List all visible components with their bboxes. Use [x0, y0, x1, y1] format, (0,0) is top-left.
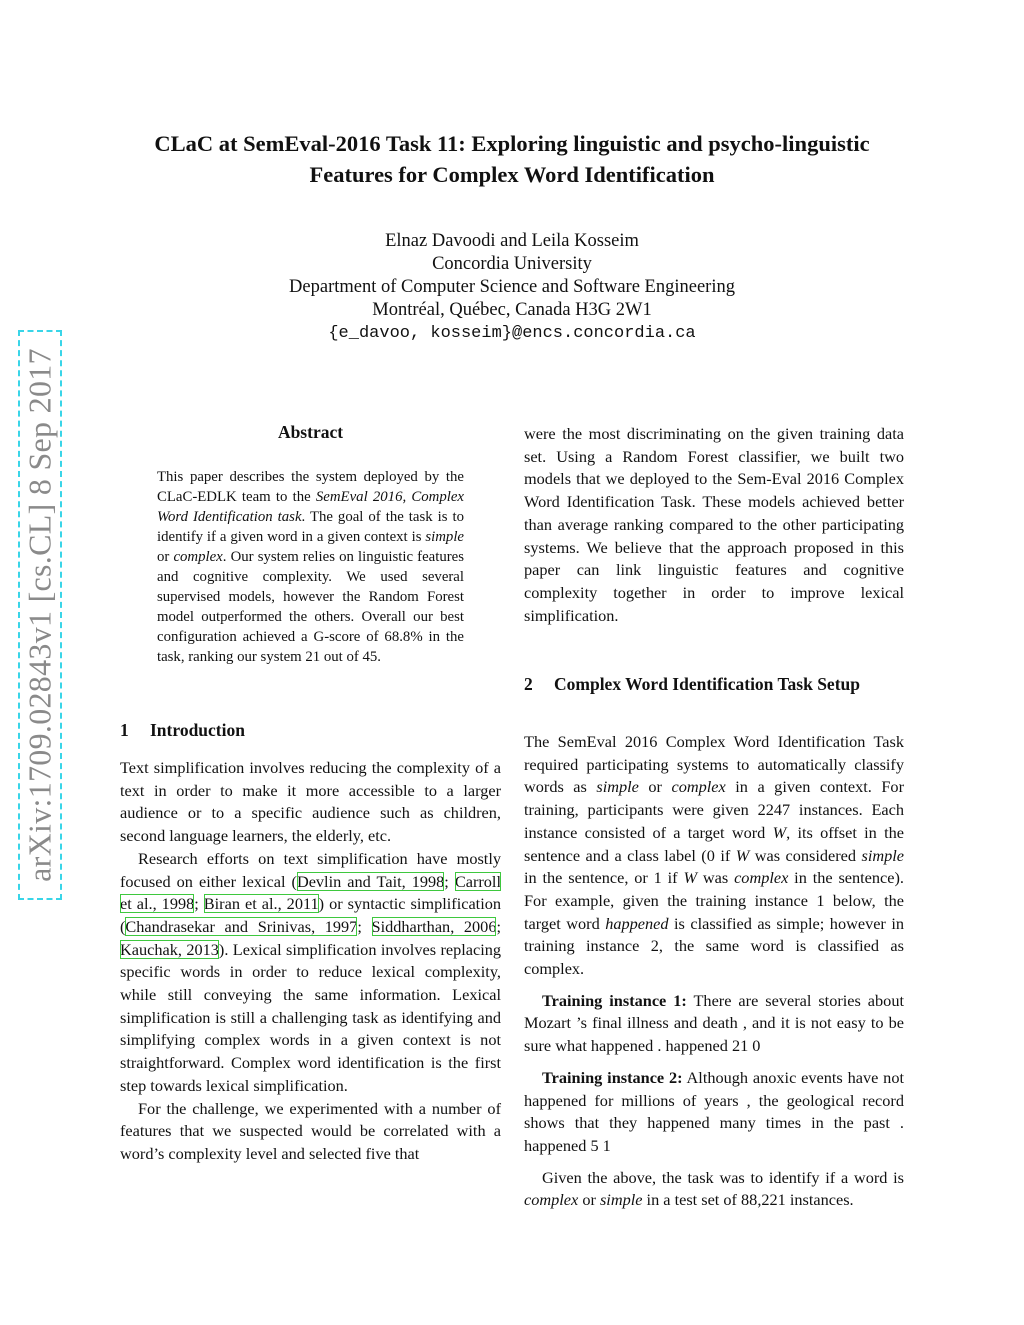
department: Department of Computer Science and Software Engineering: [289, 277, 735, 297]
task-summary-paragraph: [524, 1167, 904, 1212]
citation-link[interactable]: Biran et al., 2011: [203, 894, 319, 914]
paragraph-text: in the sentence). For example, given the training instance 1 below, the target word: [524, 868, 904, 933]
abstract-text: . Our system relies on linguistic features and cognitive complexity. We used several supervised models, however the Random Forest model outperformed the others. Overall our best configuration achieved a G-score of 68.8% in the task, ranking our system 21 out of 45.: [157, 549, 464, 665]
paragraph-text: Research efforts on text simplification have mostly focused on either lexical (: [120, 848, 501, 891]
arxiv-identifier: arXiv:1709.02843v1 [cs.CL] 8 Sep 2017: [21, 348, 58, 882]
title-line-2: Features for Complex Word Identification: [309, 162, 715, 187]
intro-paragraph-1: Text simplification involves reducing the complexity of a text in order to make it more accessible to a larger audience or to a specific audience such as children, second language learners, the elderly, etc.: [120, 758, 501, 846]
section-title: Complex Word Identification Task Setup: [554, 674, 860, 694]
paragraph-text: , its offset in the sentence and a class label (0 if: [524, 822, 904, 865]
intro-paragraph-continued: were the most discriminating on the given training data set. Using a Random Forest classifier, we built two models that we deployed to the Sem-Eval 2016 Complex Word Identification Task. These models achieved better than average ranking compared to the other participating systems. We believe that the approach proposed in this paper can link linguistic features and cognitive complexity together in order to improve lexical simplification.: [524, 424, 904, 625]
abstract-emphasis: complex: [173, 549, 223, 565]
emphasis: simple: [599, 1190, 643, 1210]
citation-link[interactable]: Kauchak, 2013: [120, 939, 219, 959]
address: Montréal, Québec, Canada H3G 2W1: [372, 300, 652, 320]
author-names: Elnaz Davoodi and Leila Kosseim: [385, 231, 639, 251]
emphasis: complex: [734, 868, 789, 888]
section-number: 1: [120, 720, 129, 740]
paragraph-text: was: [697, 868, 735, 888]
citation-separator: ;: [357, 916, 372, 936]
math-variable: W: [735, 845, 750, 865]
intro-paragraph-3: For the challenge, we experimented with a number of features that we suspected would be correlated with a word’s complexity level and selected five that: [120, 1098, 501, 1163]
paragraph-text: The SemEval 2016 Complex Word Identification Task required participating systems to automatically classify words as: [524, 732, 904, 797]
paragraph-text: is classified as simple; however in training instance 2, the same word is classified as complex.: [524, 913, 905, 979]
abstract-body: [157, 467, 464, 667]
affiliation: Concordia University: [432, 254, 592, 274]
citation-link[interactable]: Siddharthan, 2006: [371, 916, 497, 936]
intro-paragraph-2: [120, 848, 501, 1098]
abstract-text: or: [157, 549, 174, 565]
email: {e_davoo, kosseim}@encs.concordia.ca: [328, 324, 696, 343]
section-number: 2: [524, 674, 533, 694]
citation-link[interactable]: Chandrasekar and Srinivas, 1997: [125, 916, 358, 936]
abstract-text: . The goal of the task is to identify if a given word in a given context is: [157, 509, 464, 545]
abstract-emphasis: SemEval 2016, Complex Word Identification task: [157, 489, 464, 525]
paragraph-text: was considered: [749, 845, 862, 865]
abstract-heading: Abstract: [277, 422, 344, 442]
citation-link[interactable]: Carroll et al., 1998: [120, 871, 501, 914]
abstract-emphasis: simple: [425, 529, 464, 545]
paragraph-text: ) or syntactic simplification (: [120, 894, 501, 936]
emphasis: happened: [605, 913, 669, 933]
section-2-heading: [524, 674, 860, 695]
citation-separator: ;: [444, 871, 455, 891]
paragraph-text: Given the above, the task was to identify if a word is: [542, 1167, 904, 1187]
math-variable: W: [683, 868, 698, 888]
citation-link[interactable]: Devlin and Tait, 1998: [296, 871, 445, 891]
paragraph-text: ). Lexical simplification involves replacing specific words in order to reduce lexical complexity, while still conveying the same information. Lexical simplification is still a challenging task as identifying and simplifying complex words in a given context is not straightforward. Complex word identification is the first step towards lexical simplification.: [120, 939, 502, 1095]
run-in-label: Training instance 2:: [542, 1067, 683, 1087]
intro-continuation: [524, 423, 904, 627]
introduction-text: [120, 757, 501, 1166]
training-instance-1: [524, 990, 904, 1058]
section-1-heading: [120, 720, 245, 741]
paragraph-text: in a given context. For training, participants were given 2247 instances. Each instance consisted of a target word: [524, 777, 904, 842]
abstract-text: This paper describes the system deployed by the CLaC-EDLK team to the: [157, 469, 464, 505]
author-block: [150, 230, 874, 345]
paragraph-text: Although anoxic events have not happened for millions of years , the geological record shows that they happened many times in the past . happened 5 1: [524, 1067, 904, 1155]
paragraph-text: or: [638, 777, 672, 797]
title-line-1: CLaC at SemEval-2016 Task 11: Exploring linguistic and psycho-linguistic: [154, 131, 870, 156]
emphasis: complex: [524, 1190, 579, 1210]
paragraph-text: There are several stories about Mozart ’s final illness and death , and it is not easy to be sure what happened . happened 21 0: [524, 990, 904, 1056]
emphasis: simple: [861, 845, 904, 865]
section-title: Introduction: [150, 720, 245, 740]
section-2-text: [524, 731, 904, 1212]
paragraph-text: or: [578, 1190, 600, 1210]
paper-title: [100, 128, 924, 190]
paragraph-text: in a test set of 88,221 instances.: [642, 1190, 854, 1210]
emphasis: simple: [596, 777, 639, 797]
math-variable: W: [772, 822, 787, 842]
run-in-label: Training instance 1:: [542, 990, 687, 1010]
arxiv-sidebar-stamp: [18, 330, 62, 900]
emphasis: complex: [671, 777, 726, 797]
citation-separator: ;: [496, 916, 501, 936]
task-setup-paragraph: [524, 731, 904, 981]
training-instance-2: [524, 1067, 904, 1158]
citation-separator: ;: [194, 894, 204, 914]
paragraph-text: in the sentence, or 1 if: [524, 868, 684, 888]
